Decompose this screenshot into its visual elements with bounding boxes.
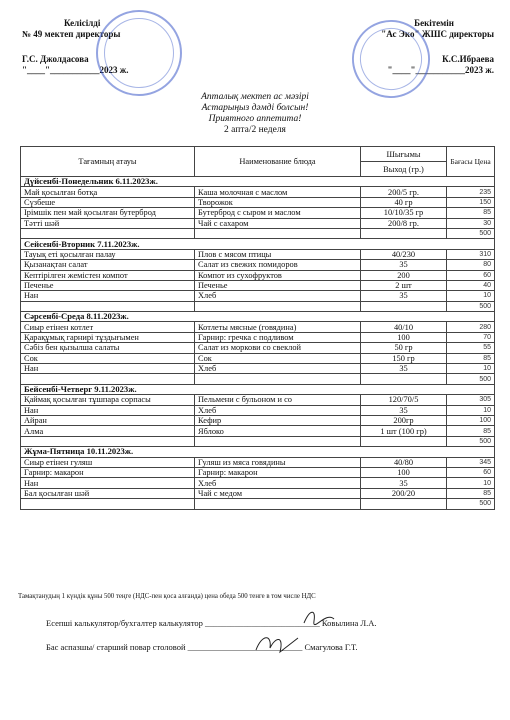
dish-name-ru: Чай с медом <box>195 488 361 498</box>
menu-item-row <box>21 291 495 301</box>
dish-name-kz: Май қосылған ботқа <box>21 187 195 197</box>
menu-item-row <box>21 343 495 353</box>
day-total-price: 500 <box>447 301 495 311</box>
empty-cell <box>21 374 195 384</box>
portion-size: 35 <box>361 260 447 270</box>
empty-cell <box>195 301 361 311</box>
dish-name-kz: Сәбіз бен қызылша салаты <box>21 343 195 353</box>
dish-name-kz: Печенье <box>21 280 195 290</box>
accountant-signature-line: Есепші калькулятор/бухгалтер калькулятор ___________________________ Ковылина Л.А. <box>46 618 377 628</box>
col-header-portion-kz: Шығымы <box>361 147 447 162</box>
dish-name-ru: Гарнир: макарон <box>195 467 361 477</box>
dish-name-kz: Нан <box>21 478 195 488</box>
dish-name-ru: Плов с мясом птицы <box>195 249 361 259</box>
empty-cell <box>361 301 447 311</box>
day-total-price: 500 <box>447 499 495 509</box>
menu-item-row <box>21 353 495 363</box>
dish-price: 85 <box>447 208 495 218</box>
dish-price: 55 <box>447 343 495 353</box>
menu-item-row <box>21 260 495 270</box>
portion-size: 200гр <box>361 415 447 425</box>
menu-item-row <box>21 457 495 467</box>
dish-price: 310 <box>447 249 495 259</box>
dish-name-ru: Сок <box>195 353 361 363</box>
portion-size: 2 шт <box>361 280 447 290</box>
dish-price: 80 <box>447 260 495 270</box>
school-director-name: Г.С. Джолдасова <box>22 54 89 64</box>
dish-price: 85 <box>447 488 495 498</box>
menu-item-row <box>21 364 495 374</box>
portion-size: 35 <box>361 291 447 301</box>
dish-price: 235 <box>447 187 495 197</box>
col-header-name-kz: Тағамның атауы <box>21 147 195 177</box>
dish-name-kz: Кептірілген жемістен компот <box>21 270 195 280</box>
menu-item-row <box>21 426 495 436</box>
menu-item-row <box>21 415 495 425</box>
menu-item-row <box>21 467 495 477</box>
dish-name-ru: Хлеб <box>195 364 361 374</box>
dish-name-kz: Тауық еті қосылған палау <box>21 249 195 259</box>
agreed-label: Келісілді <box>64 18 101 28</box>
menu-item-row <box>21 322 495 332</box>
portion-size: 150 гр <box>361 353 447 363</box>
dish-price: 150 <box>447 197 495 207</box>
dish-price: 10 <box>447 291 495 301</box>
accountant-signature <box>300 607 340 629</box>
dish-name-ru: Чай с сахаром <box>195 218 361 228</box>
dish-price: 100 <box>447 415 495 425</box>
portion-size: 200 <box>361 270 447 280</box>
day-total-price: 500 <box>447 228 495 238</box>
dish-price: 10 <box>447 364 495 374</box>
title-line1: Апталық мектеп ас мәзірі <box>201 92 309 102</box>
company-director-name: К.С.Ибраева <box>442 54 494 64</box>
dish-name-kz: Алма <box>21 426 195 436</box>
school-seal-stamp <box>96 10 182 96</box>
dish-name-kz: Бал қосылған шәй <box>21 488 195 498</box>
dish-name-kz: Қаймақ қосылған тұшпара сорпасы <box>21 395 195 405</box>
dish-name-ru: Печенье <box>195 280 361 290</box>
dish-name-kz: Сок <box>21 353 195 363</box>
dish-name-ru: Салат из свежих помидоров <box>195 260 361 270</box>
dish-name-ru: Хлеб <box>195 291 361 301</box>
menu-item-row <box>21 332 495 342</box>
empty-cell <box>21 228 195 238</box>
menu-item-row <box>21 218 495 228</box>
empty-cell <box>195 374 361 384</box>
day-header-row <box>21 239 495 249</box>
dish-price: 10 <box>447 478 495 488</box>
dish-name-ru: Компот из сухофруктов <box>195 270 361 280</box>
dish-price: 10 <box>447 405 495 415</box>
portion-size: 35 <box>361 364 447 374</box>
price-note: Тамақтанудың 1 күндік құны 500 теңге (НДС-пен қоса алғанда) цена обеда 500 тенге в том числе НДС <box>18 593 316 600</box>
empty-cell <box>21 436 195 446</box>
dish-name-kz: Сүзбеше <box>21 197 195 207</box>
portion-size: 200/8 гр. <box>361 218 447 228</box>
col-header-name-ru: Наименование блюда <box>195 147 361 177</box>
right-date: "____"___________2023 ж. <box>387 65 494 75</box>
dish-price: 85 <box>447 426 495 436</box>
dish-name-ru: Каша молочная с маслом <box>195 187 361 197</box>
portion-size: 35 <box>361 478 447 488</box>
empty-cell <box>361 499 447 509</box>
dish-name-ru: Пельмени с бульоном и со <box>195 395 361 405</box>
portion-size: 10/10/35 гр <box>361 208 447 218</box>
portion-size: 1 шт (100 гр) <box>361 426 447 436</box>
portion-size: 40/10 <box>361 322 447 332</box>
dish-name-ru: Гуляш из мяса говядины <box>195 457 361 467</box>
dish-name-kz: Гарнир: макарон <box>21 467 195 477</box>
menu-item-row <box>21 270 495 280</box>
day-total-price: 500 <box>447 374 495 384</box>
dish-name-kz: Тәтті шәй <box>21 218 195 228</box>
day-total-row <box>21 499 495 509</box>
company-director-label: "Ас Эко" ЖШС директоры <box>381 29 494 39</box>
dish-name-kz: Айран <box>21 415 195 425</box>
chef-signature <box>250 630 310 658</box>
menu-item-row <box>21 197 495 207</box>
day-header-row <box>21 384 495 394</box>
dish-name-ru: Салат из моркови со свеклой <box>195 343 361 353</box>
dish-price: 40 <box>447 280 495 290</box>
portion-size: 100 <box>361 332 447 342</box>
dish-price: 60 <box>447 270 495 280</box>
portion-size: 50 гр <box>361 343 447 353</box>
title-line4: 2 апта/2 неделя <box>224 125 286 135</box>
day-label: Сейсенбі-Вторник 7.11.2023ж. <box>21 239 495 249</box>
dish-name-kz: Қарақұмық гарнирі тұздығымен <box>21 332 195 342</box>
left-date: "____"___________2023 ж. <box>22 65 129 75</box>
day-label: Жұма-Пятница 10.11.2023ж. <box>21 447 495 457</box>
dish-name-ru: Гарнир: гречка с подливом <box>195 332 361 342</box>
approved-label: Бекітемін <box>414 18 454 28</box>
dish-price: 85 <box>447 353 495 363</box>
day-total-row <box>21 228 495 238</box>
portion-size: 200/20 <box>361 488 447 498</box>
portion-size: 40/230 <box>361 249 447 259</box>
menu-item-row <box>21 405 495 415</box>
day-label: Бейсенбі-Четверг 9.11.2023ж. <box>21 384 495 394</box>
day-label: Дүйсенбі-Понедельник 6.11.2023ж. <box>21 177 495 187</box>
day-total-row <box>21 374 495 384</box>
empty-cell <box>21 301 195 311</box>
menu-item-row <box>21 280 495 290</box>
dish-name-ru: Яблоко <box>195 426 361 436</box>
day-total-row <box>21 436 495 446</box>
school-director-label: № 49 мектеп директоры <box>22 29 121 39</box>
menu-item-row <box>21 478 495 488</box>
menu-item-row <box>21 395 495 405</box>
dish-name-kz: Қызанақтан салат <box>21 260 195 270</box>
day-label: Сәрсенбі-Среда 8.11.2023ж. <box>21 312 495 322</box>
menu-item-row <box>21 488 495 498</box>
menu-item-row <box>21 187 495 197</box>
dish-price: 305 <box>447 395 495 405</box>
dish-name-kz: Нан <box>21 291 195 301</box>
dish-name-kz: Нан <box>21 405 195 415</box>
menu-item-row <box>21 208 495 218</box>
empty-cell <box>195 436 361 446</box>
dish-name-kz: Сиыр етінен котлет <box>21 322 195 332</box>
dish-price: 60 <box>447 467 495 477</box>
day-header-row <box>21 177 495 187</box>
portion-size: 35 <box>361 405 447 415</box>
portion-size: 100 <box>361 467 447 477</box>
portion-size: 200/5 гр. <box>361 187 447 197</box>
menu-title <box>0 92 510 136</box>
menu-table-body <box>21 177 495 510</box>
empty-cell <box>195 499 361 509</box>
dish-price: 30 <box>447 218 495 228</box>
dish-name-kz: Сиыр етінен гуляш <box>21 457 195 467</box>
portion-size: 40 гр <box>361 197 447 207</box>
empty-cell <box>361 374 447 384</box>
menu-table <box>20 146 495 510</box>
day-total-row <box>21 301 495 311</box>
empty-cell <box>21 499 195 509</box>
portion-size: 120/70/5 <box>361 395 447 405</box>
col-header-portion-ru: Выход (гр.) <box>361 162 447 177</box>
empty-cell <box>195 228 361 238</box>
chef-signature-line: Бас аспазшы/ старший повар столовой ___________________________ Смагулова Г.Т. <box>46 642 358 652</box>
day-total-price: 500 <box>447 436 495 446</box>
dish-price: 280 <box>447 322 495 332</box>
title-line2: Астарыңыз дәмді болсын! <box>201 103 309 113</box>
dish-name-ru: Кефир <box>195 415 361 425</box>
dish-name-kz: Ірімшік пен май қосылған бутерброд <box>21 208 195 218</box>
dish-name-ru: Бутерброд с сыром и маслом <box>195 208 361 218</box>
empty-cell <box>361 228 447 238</box>
empty-cell <box>361 436 447 446</box>
day-header-row <box>21 312 495 322</box>
day-header-row <box>21 447 495 457</box>
dish-name-ru: Хлеб <box>195 405 361 415</box>
dish-name-ru: Котлеты мясные (говядина) <box>195 322 361 332</box>
title-line3: Приятного аппетита! <box>208 114 302 124</box>
dish-name-kz: Нан <box>21 364 195 374</box>
menu-item-row <box>21 249 495 259</box>
col-header-price: Бағасы Цена <box>447 147 495 177</box>
portion-size: 40/80 <box>361 457 447 467</box>
dish-price: 70 <box>447 332 495 342</box>
dish-name-ru: Творожок <box>195 197 361 207</box>
dish-name-ru: Хлеб <box>195 478 361 488</box>
dish-price: 345 <box>447 457 495 467</box>
